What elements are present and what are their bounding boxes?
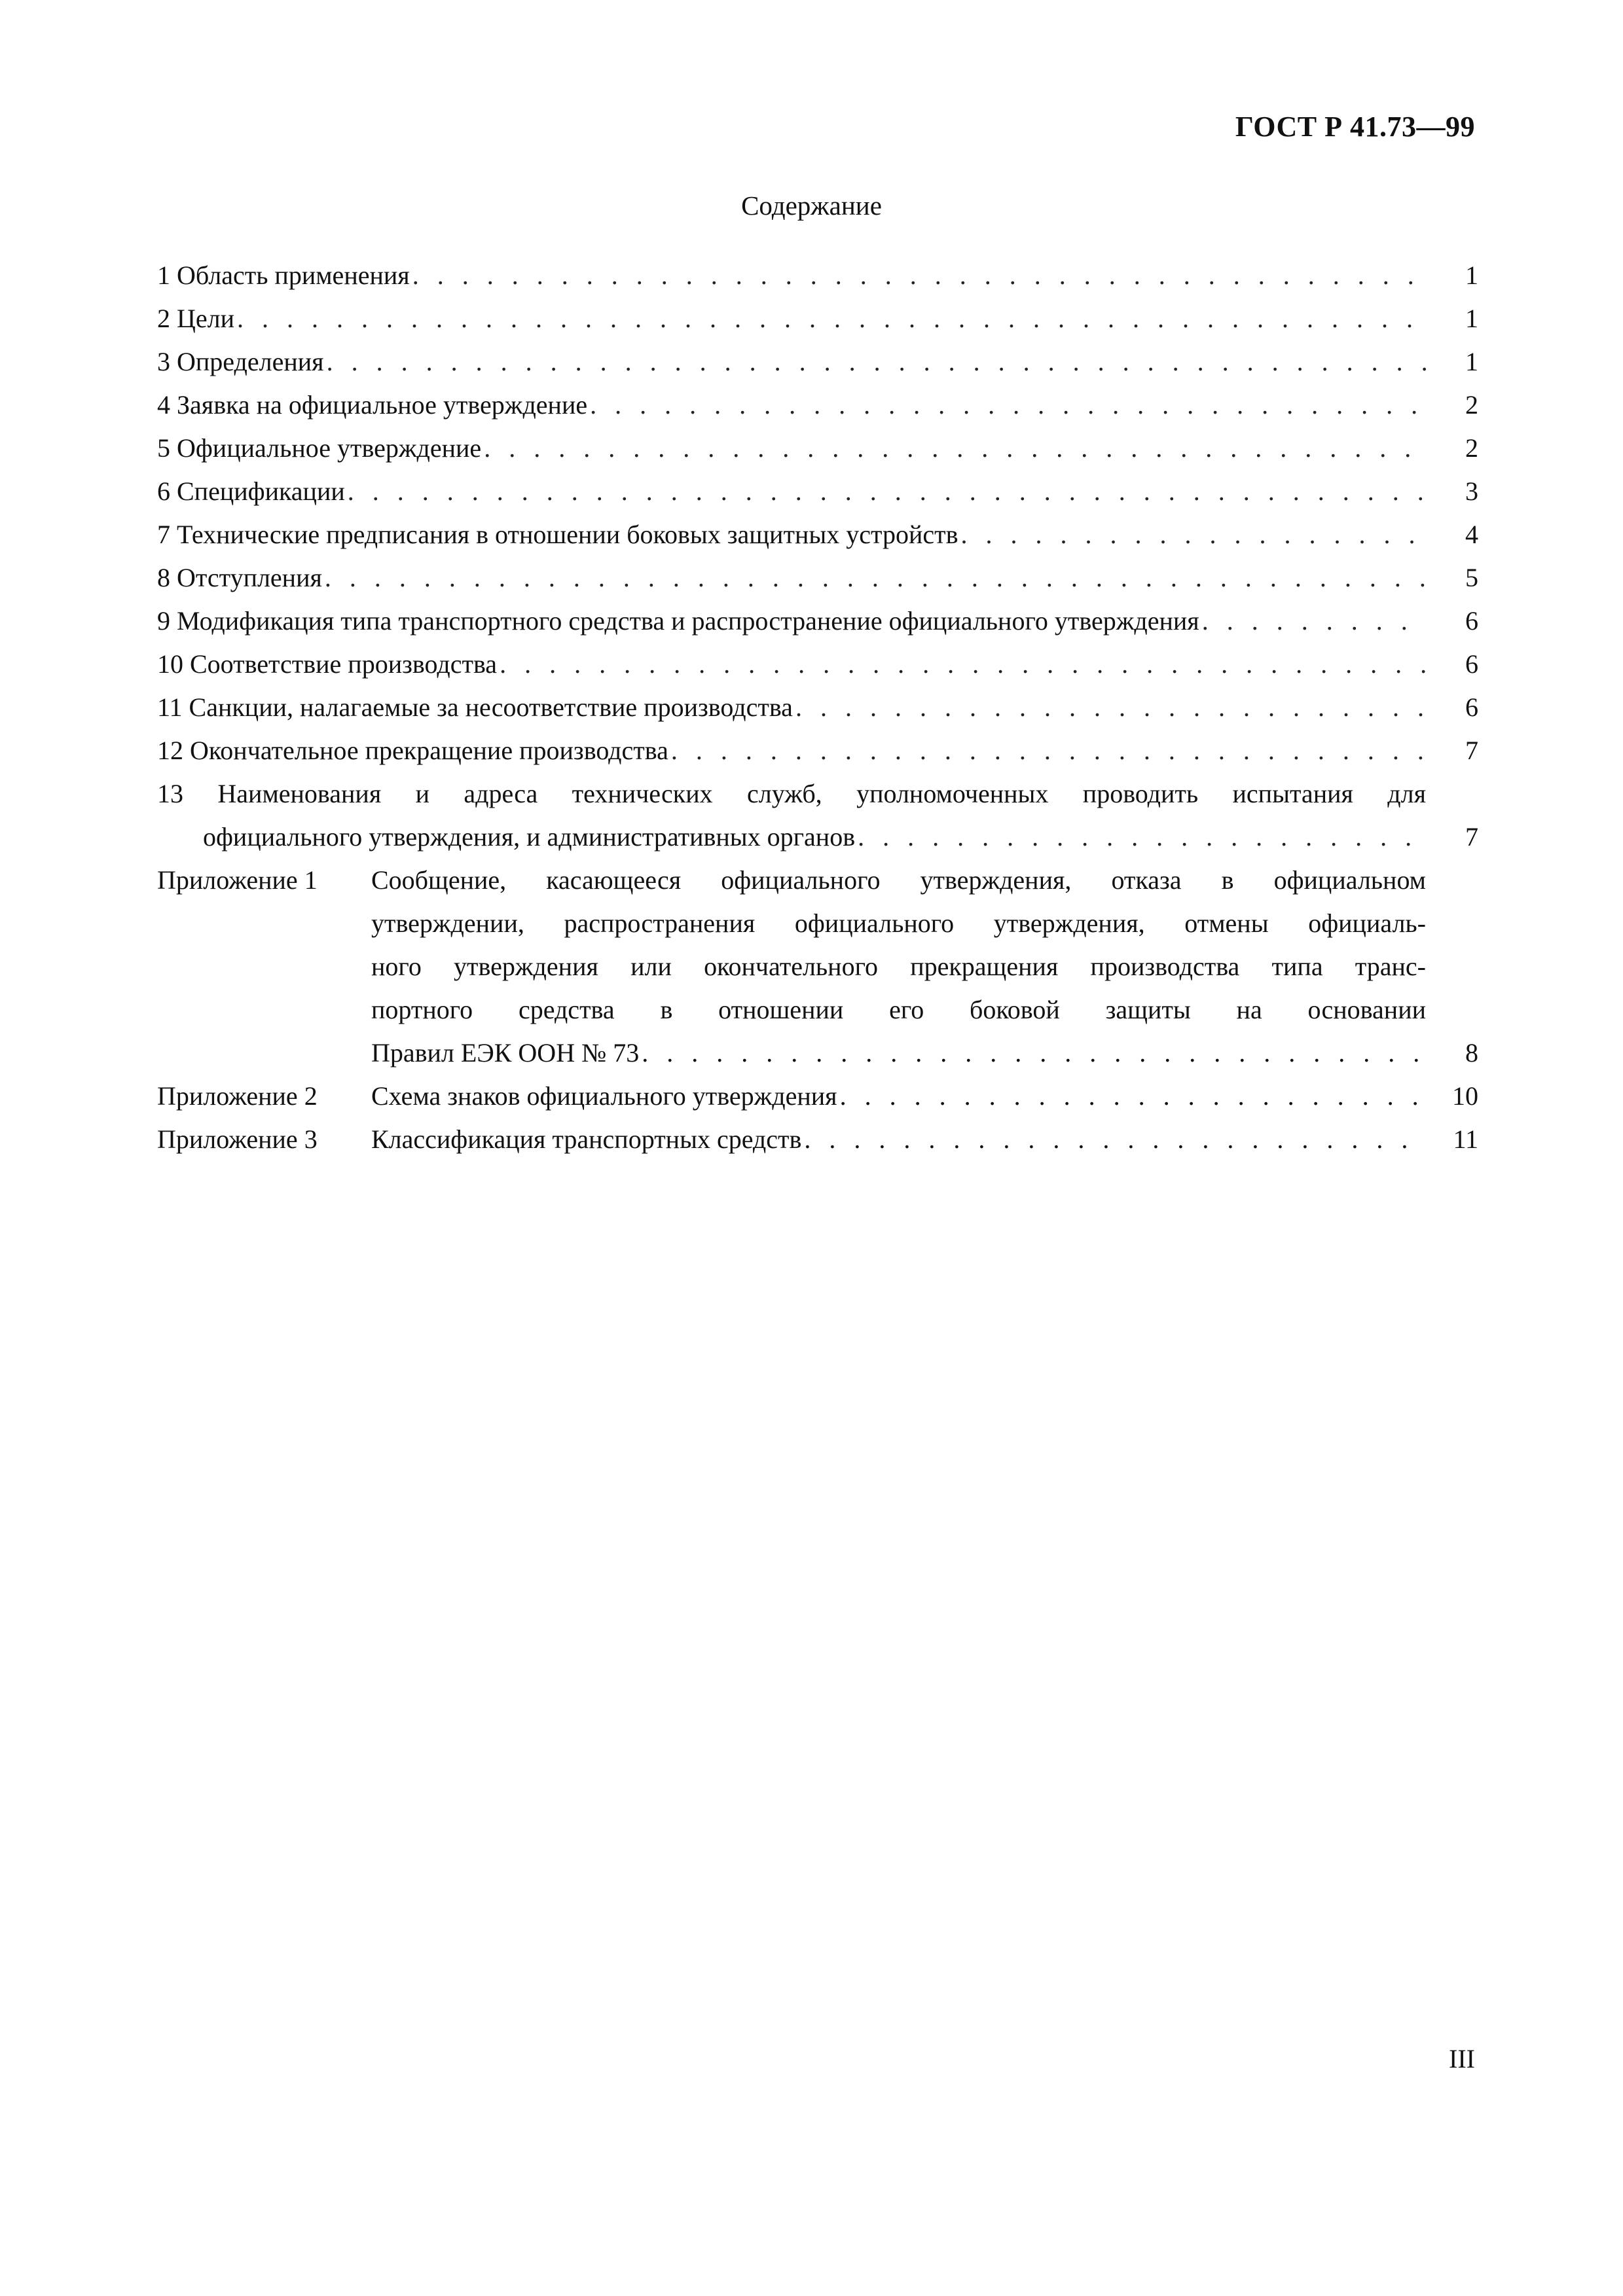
toc-entry-page: 6 xyxy=(1465,692,1478,722)
table-of-contents xyxy=(157,254,1478,1161)
toc-entry-row xyxy=(157,600,1478,643)
toc-entry-row xyxy=(157,513,1478,556)
toc-entry-label: 5 Официальное утверждение xyxy=(157,433,482,463)
leader-dots xyxy=(500,643,1426,686)
toc-entry[interactable] xyxy=(157,600,1478,643)
toc-entry[interactable] xyxy=(157,340,1478,384)
toc-entry-label: 12 Окончательное прекращение производства xyxy=(157,736,668,765)
toc-entry-page: 6 xyxy=(1465,606,1478,636)
toc-entry-row xyxy=(157,643,1478,686)
annex-1-body xyxy=(371,859,1478,1075)
toc-entry-label: 6 Спецификации xyxy=(157,476,345,506)
leader-dots xyxy=(327,340,1426,384)
annex-3-label: Классификация транспортных средств xyxy=(371,1124,802,1154)
toc-entry[interactable] xyxy=(157,427,1478,470)
annex-1-line5: Правил ЕЭК ООН № 73 xyxy=(371,1038,640,1067)
toc-entry-13-line2-row xyxy=(157,816,1478,859)
toc-entry-page: 4 xyxy=(1465,520,1478,549)
leader-dots xyxy=(642,1031,1426,1075)
toc-entry-row xyxy=(157,340,1478,384)
toc-entry[interactable] xyxy=(157,470,1478,513)
leader-dots xyxy=(840,1075,1426,1118)
toc-entry-13-line1: 13 Наименования и адреса технических служб, уполномоченных проводить испытания для xyxy=(157,779,1426,808)
toc-entry[interactable] xyxy=(157,729,1478,772)
toc-entry-row xyxy=(157,556,1478,600)
toc-entry-label: 7 Технические предписания в отношении боковых защитных устройств xyxy=(157,520,958,549)
leader-dots xyxy=(412,254,1426,297)
leader-dots xyxy=(858,816,1426,859)
leader-dots xyxy=(795,686,1426,729)
toc-entry-page: 1 xyxy=(1465,304,1478,333)
leader-dots xyxy=(484,427,1426,470)
toc-entry-label: 10 Соответствие производства xyxy=(157,649,498,679)
annex-prefix: Приложение 3 xyxy=(157,1124,318,1154)
leader-dots xyxy=(1202,600,1426,643)
toc-entry-page: 10 xyxy=(1452,1081,1478,1111)
toc-entry-page: 2 xyxy=(1465,433,1478,463)
leader-dots xyxy=(804,1118,1426,1161)
toc-entry-page: 7 xyxy=(1465,736,1478,765)
annex-1-line2: утверждении, распространения официального утверждения, отмены официаль- xyxy=(371,908,1426,938)
toc-entry-page: 6 xyxy=(1465,649,1478,679)
toc-entry-page: 2 xyxy=(1465,390,1478,420)
toc-title: Содержание xyxy=(741,190,882,221)
toc-entry-label: официального утверждения, и административных органов xyxy=(203,822,856,852)
toc-entry-row xyxy=(157,729,1478,772)
toc-entry-page: 1 xyxy=(1465,260,1478,290)
toc-entry-page: 7 xyxy=(1465,822,1478,852)
toc-entry-row xyxy=(157,297,1478,340)
annex-2-label: Схема знаков официального утверждения xyxy=(371,1081,837,1111)
leader-dots xyxy=(237,297,1426,340)
leader-dots xyxy=(960,513,1426,556)
annex-1-line3: ного утверждения или окончательного прекращения производства типа транс- xyxy=(371,952,1426,981)
leader-dots xyxy=(590,384,1426,427)
leader-dots xyxy=(671,729,1426,772)
toc-entry-row xyxy=(157,470,1478,513)
annex-3-row xyxy=(371,1118,1478,1161)
toc-entry-page: 1 xyxy=(1465,347,1478,376)
page-number: III xyxy=(1449,2044,1475,2073)
toc-entry[interactable] xyxy=(157,643,1478,686)
toc-entry-13[interactable] xyxy=(157,772,1478,859)
toc-entry-label: 2 Цели xyxy=(157,304,235,333)
toc-annex-3[interactable] xyxy=(157,1118,1478,1161)
annex-1-last-row xyxy=(371,1031,1478,1075)
toc-entry-page: 5 xyxy=(1465,563,1478,592)
toc-entry-label: 9 Модификация типа транспортного средства и распространение официального утверждения xyxy=(157,606,1199,636)
toc-entry-row xyxy=(157,254,1478,297)
annex-prefix: Приложение 2 xyxy=(157,1081,318,1111)
toc-entry-row xyxy=(157,686,1478,729)
toc-entry-label: 8 Отступления xyxy=(157,563,322,592)
toc-entry[interactable] xyxy=(157,686,1478,729)
toc-entry-page: 3 xyxy=(1465,476,1478,506)
toc-entry[interactable] xyxy=(157,297,1478,340)
toc-entry-page: 11 xyxy=(1453,1124,1478,1154)
toc-annex-2[interactable] xyxy=(157,1075,1478,1118)
toc-entry[interactable] xyxy=(157,556,1478,600)
toc-entry[interactable] xyxy=(157,254,1478,297)
annex-1-line1: Сообщение, касающееся официального утверждения, отказа в официальном xyxy=(371,865,1426,895)
annex-2-body xyxy=(371,1075,1478,1118)
toc-entry-label: 11 Санкции, налагаемые за несоответствие производства xyxy=(157,692,793,722)
toc-entry-label: 1 Область применения xyxy=(157,260,410,290)
toc-entry-page: 8 xyxy=(1465,1038,1478,1067)
toc-entry-label: 4 Заявка на официальное утверждение xyxy=(157,390,588,420)
toc-entry-row xyxy=(157,384,1478,427)
toc-entry-row xyxy=(157,427,1478,470)
annex-1-line4: портного средства в отношении его боковой защиты на основании xyxy=(371,995,1426,1024)
toc-entry[interactable] xyxy=(157,384,1478,427)
annex-prefix: Приложение 1 xyxy=(157,865,318,895)
toc-entry[interactable] xyxy=(157,513,1478,556)
annex-3-body xyxy=(371,1118,1478,1161)
leader-dots xyxy=(348,470,1426,513)
leader-dots xyxy=(325,556,1426,600)
toc-entries xyxy=(157,254,1478,772)
toc-annex-1[interactable] xyxy=(157,859,1478,1075)
toc-entry-label: 3 Определения xyxy=(157,347,324,376)
document-code: ГОСТ Р 41.73—99 xyxy=(1235,111,1475,143)
annex-2-row xyxy=(371,1075,1478,1118)
